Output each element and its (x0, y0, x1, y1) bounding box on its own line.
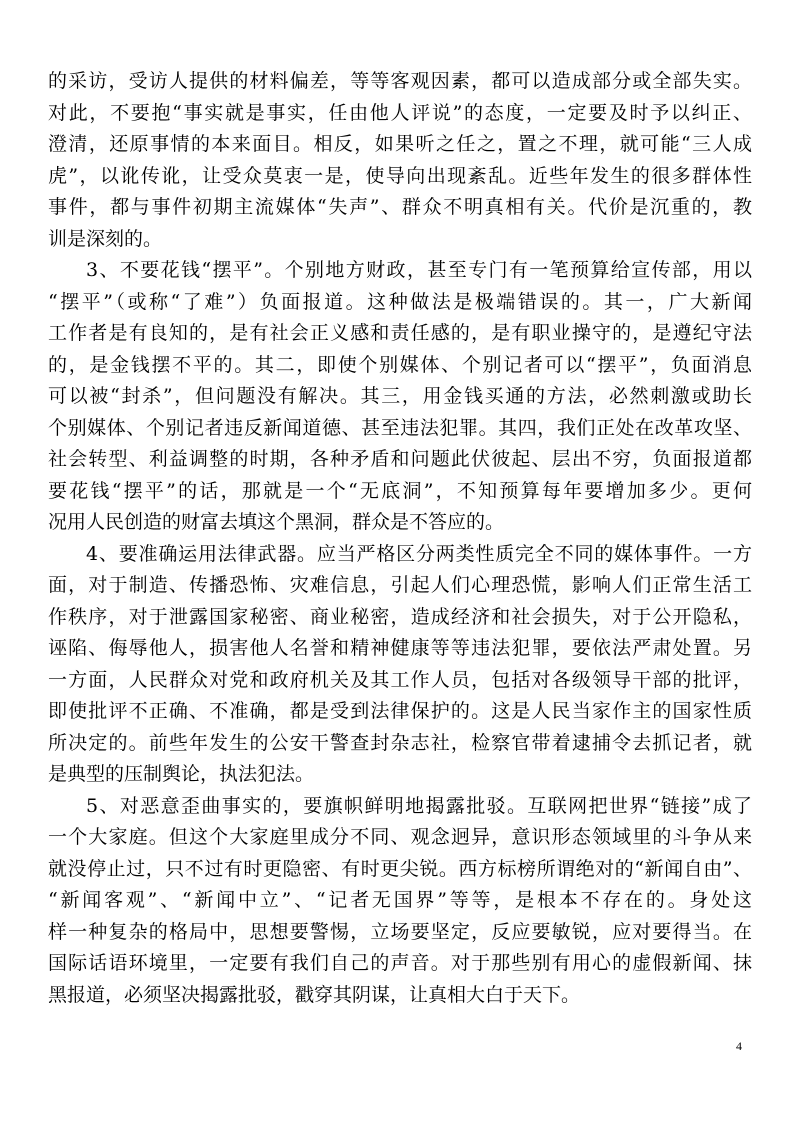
text-line: 面，对于制造、传播恐怖、灾难信息，引起人们心理恐慌，影响人们正常生活工 (48, 574, 752, 596)
text-line: 黑报道，必须坚决揭露批驳，戳穿其阴谋，让真相大白于天下。 (48, 983, 581, 1006)
text-line: 是典型的压制舆论，执法犯法。 (48, 763, 315, 785)
text-line: 况用人民创造的财富去填这个黑洞，群众是不答应的。 (48, 511, 505, 533)
text-line: 一方面，人民群众对党和政府机关及其工作人员，包括对各级领导干部的批评， (48, 668, 752, 691)
text-line: 社会转型、利益调整的时期，各种矛盾和问题此伏彼起、层出不穷，负面报道都 (48, 448, 752, 470)
text-line: 个别媒体、个别记者违反新闻道德、甚至违法犯罪。其四，我们正处在改革攻坚、 (48, 416, 752, 439)
paragraph-p3 (48, 539, 752, 791)
text-line: 一个大家庭。但这个大家庭里成分不同、观念迥异，意识形态领域里的斗争从来 (48, 826, 752, 848)
text-line: 国际话语环境里，一定要有我们自己的声音。对于那些别有用心的虚假新闻、抹 (48, 952, 752, 974)
text-line: “摆平”（或称“了难”）负面报道。这种做法是极端错误的。其一，广大新闻 (48, 290, 752, 313)
text-line: 的，是金钱摆不平的。其二，即使个别媒体、个别记者可以“摆平”，负面消息 (48, 353, 752, 376)
text-line: 对此，不要抱“事实就是事实，任由他人评说”的态度，一定要及时予以纠正、 (48, 101, 752, 124)
text-line: 即使批评不正确、不准确，都是受到法律保护的。这是人民当家作主的国家性质 (48, 700, 752, 722)
text-line: 虎”，以讹传讹，让受众莫衷一是，使导向出现紊乱。近些年发生的很多群体性 (48, 164, 752, 187)
text-line: 样一种复杂的格局中，思想要警惕，立场要坚定，反应要敏锐，应对要得当。在 (48, 920, 752, 943)
text-line: “新闻客观”、“新闻中立”、“记者无国界”等等，是根本不存在的。身处这 (48, 889, 752, 911)
text-line: 工作者是有良知的，是有社会正义感和责任感的，是有职业操守的，是遵纪守法 (48, 322, 752, 344)
paragraph-p4 (48, 791, 752, 1012)
text-line: 事件，都与事件初期主流媒体“失声”、群众不明真相有关。代价是沉重的，教 (48, 196, 752, 218)
text-line: 诬陷、侮辱他人，损害他人名誉和精神健康等等违法犯罪，要依法严肃处置。另 (48, 637, 752, 659)
text-line: 4、要准确运用法律武器。应当严格区分两类性质完全不同的媒体事件。一方 (86, 542, 752, 565)
text-line: 可以被“封杀”，但问题没有解决。其三，用金钱买通的方法，必然刺激或助长 (48, 385, 752, 407)
text-line: 5、对恶意歪曲事实的，要旗帜鲜明地揭露批驳。互联网把世界“链接”成了 (86, 794, 752, 817)
text-line: 作秩序，对于泄露国家秘密、商业秘密，造成经济和社会损失，对于公开隐私， (48, 605, 752, 628)
text-line: 澄清，还原事情的本来面目。相反，如果听之任之，置之不理，就可能“三人成 (48, 133, 752, 155)
text-line: 训是深刻的。 (48, 227, 163, 250)
page-number: 4 (736, 1039, 742, 1053)
paragraph-p1 (48, 66, 752, 255)
body-text (48, 66, 752, 1011)
text-line: 的采访，受访人提供的材料偏差，等等客观因素，都可以造成部分或全部失实。 (48, 70, 752, 92)
paragraph-p2 (48, 255, 752, 539)
text-line: 所决定的。前些年发生的公安干警查封杂志社，检察官带着逮捕令去抓记者，就 (48, 731, 752, 754)
text-line: 3、不要花钱“摆平”。个别地方财政，甚至专门有一笔预算给宣传部，用以 (86, 259, 752, 281)
text-line: 就没停止过，只不过有时更隐密、有时更尖锐。西方标榜所谓绝对的“新闻自由”、 (48, 857, 752, 880)
text-line: 要花钱“摆平”的话，那就是一个“无底洞”，不知预算每年要增加多少。更何 (48, 479, 752, 502)
